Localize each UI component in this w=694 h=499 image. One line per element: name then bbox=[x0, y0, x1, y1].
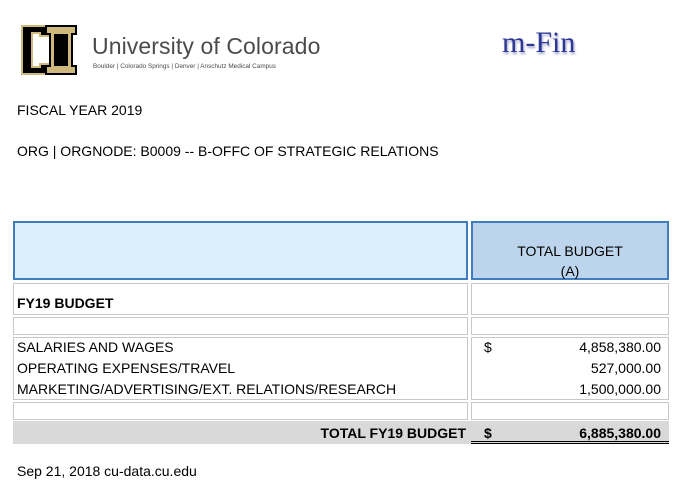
total-amount: 6,885,380.00 bbox=[579, 425, 661, 441]
table-row-label: MARKETING/ADVERTISING/EXT. RELATIONS/RESEARCH bbox=[17, 381, 397, 397]
column-header-line1: TOTAL BUDGET bbox=[517, 243, 623, 259]
total-label: TOTAL FY19 BUDGET bbox=[320, 425, 466, 441]
spacer-row-left bbox=[13, 402, 468, 420]
table-row-amount: 527,000.00 bbox=[590, 360, 661, 376]
table-row-label: SALARIES AND WAGES bbox=[17, 339, 174, 355]
table-row-label: OPERATING EXPENSES/TRAVEL bbox=[17, 360, 236, 376]
report-footer: Sep 21, 2018 cu-data.cu.edu bbox=[17, 463, 197, 479]
university-name: University of Colorado bbox=[92, 33, 321, 59]
spacer-row-right bbox=[471, 402, 669, 420]
table-row-amount: 1,500,000.00 bbox=[579, 381, 661, 397]
table-row-currency: $ bbox=[484, 339, 492, 355]
section-row-right bbox=[471, 283, 669, 315]
campus-list: Boulder | Colorado Springs | Denver | Anschutz Medical Campus bbox=[93, 63, 276, 70]
spacer-row-right bbox=[471, 317, 669, 335]
report-header bbox=[18, 20, 678, 80]
total-double-underline bbox=[471, 441, 669, 444]
column-header-line2: (A) bbox=[560, 263, 580, 279]
budget-table bbox=[13, 221, 669, 444]
spacer-row-left bbox=[13, 317, 468, 335]
org-line: ORG | ORGNODE: B0009 -- B-OFFC OF STRATEGIC RELATIONS bbox=[17, 143, 439, 159]
table-header-blank bbox=[13, 221, 468, 280]
total-currency: $ bbox=[484, 425, 492, 441]
section-title: FY19 BUDGET bbox=[17, 295, 114, 311]
cu-logo-icon bbox=[18, 20, 80, 80]
table-row-amount: 4,858,380.00 bbox=[579, 339, 661, 355]
column-header-total-budget bbox=[471, 221, 669, 280]
mfin-logo: m-Fin bbox=[502, 26, 576, 59]
fiscal-year: FISCAL YEAR 2019 bbox=[17, 102, 143, 118]
